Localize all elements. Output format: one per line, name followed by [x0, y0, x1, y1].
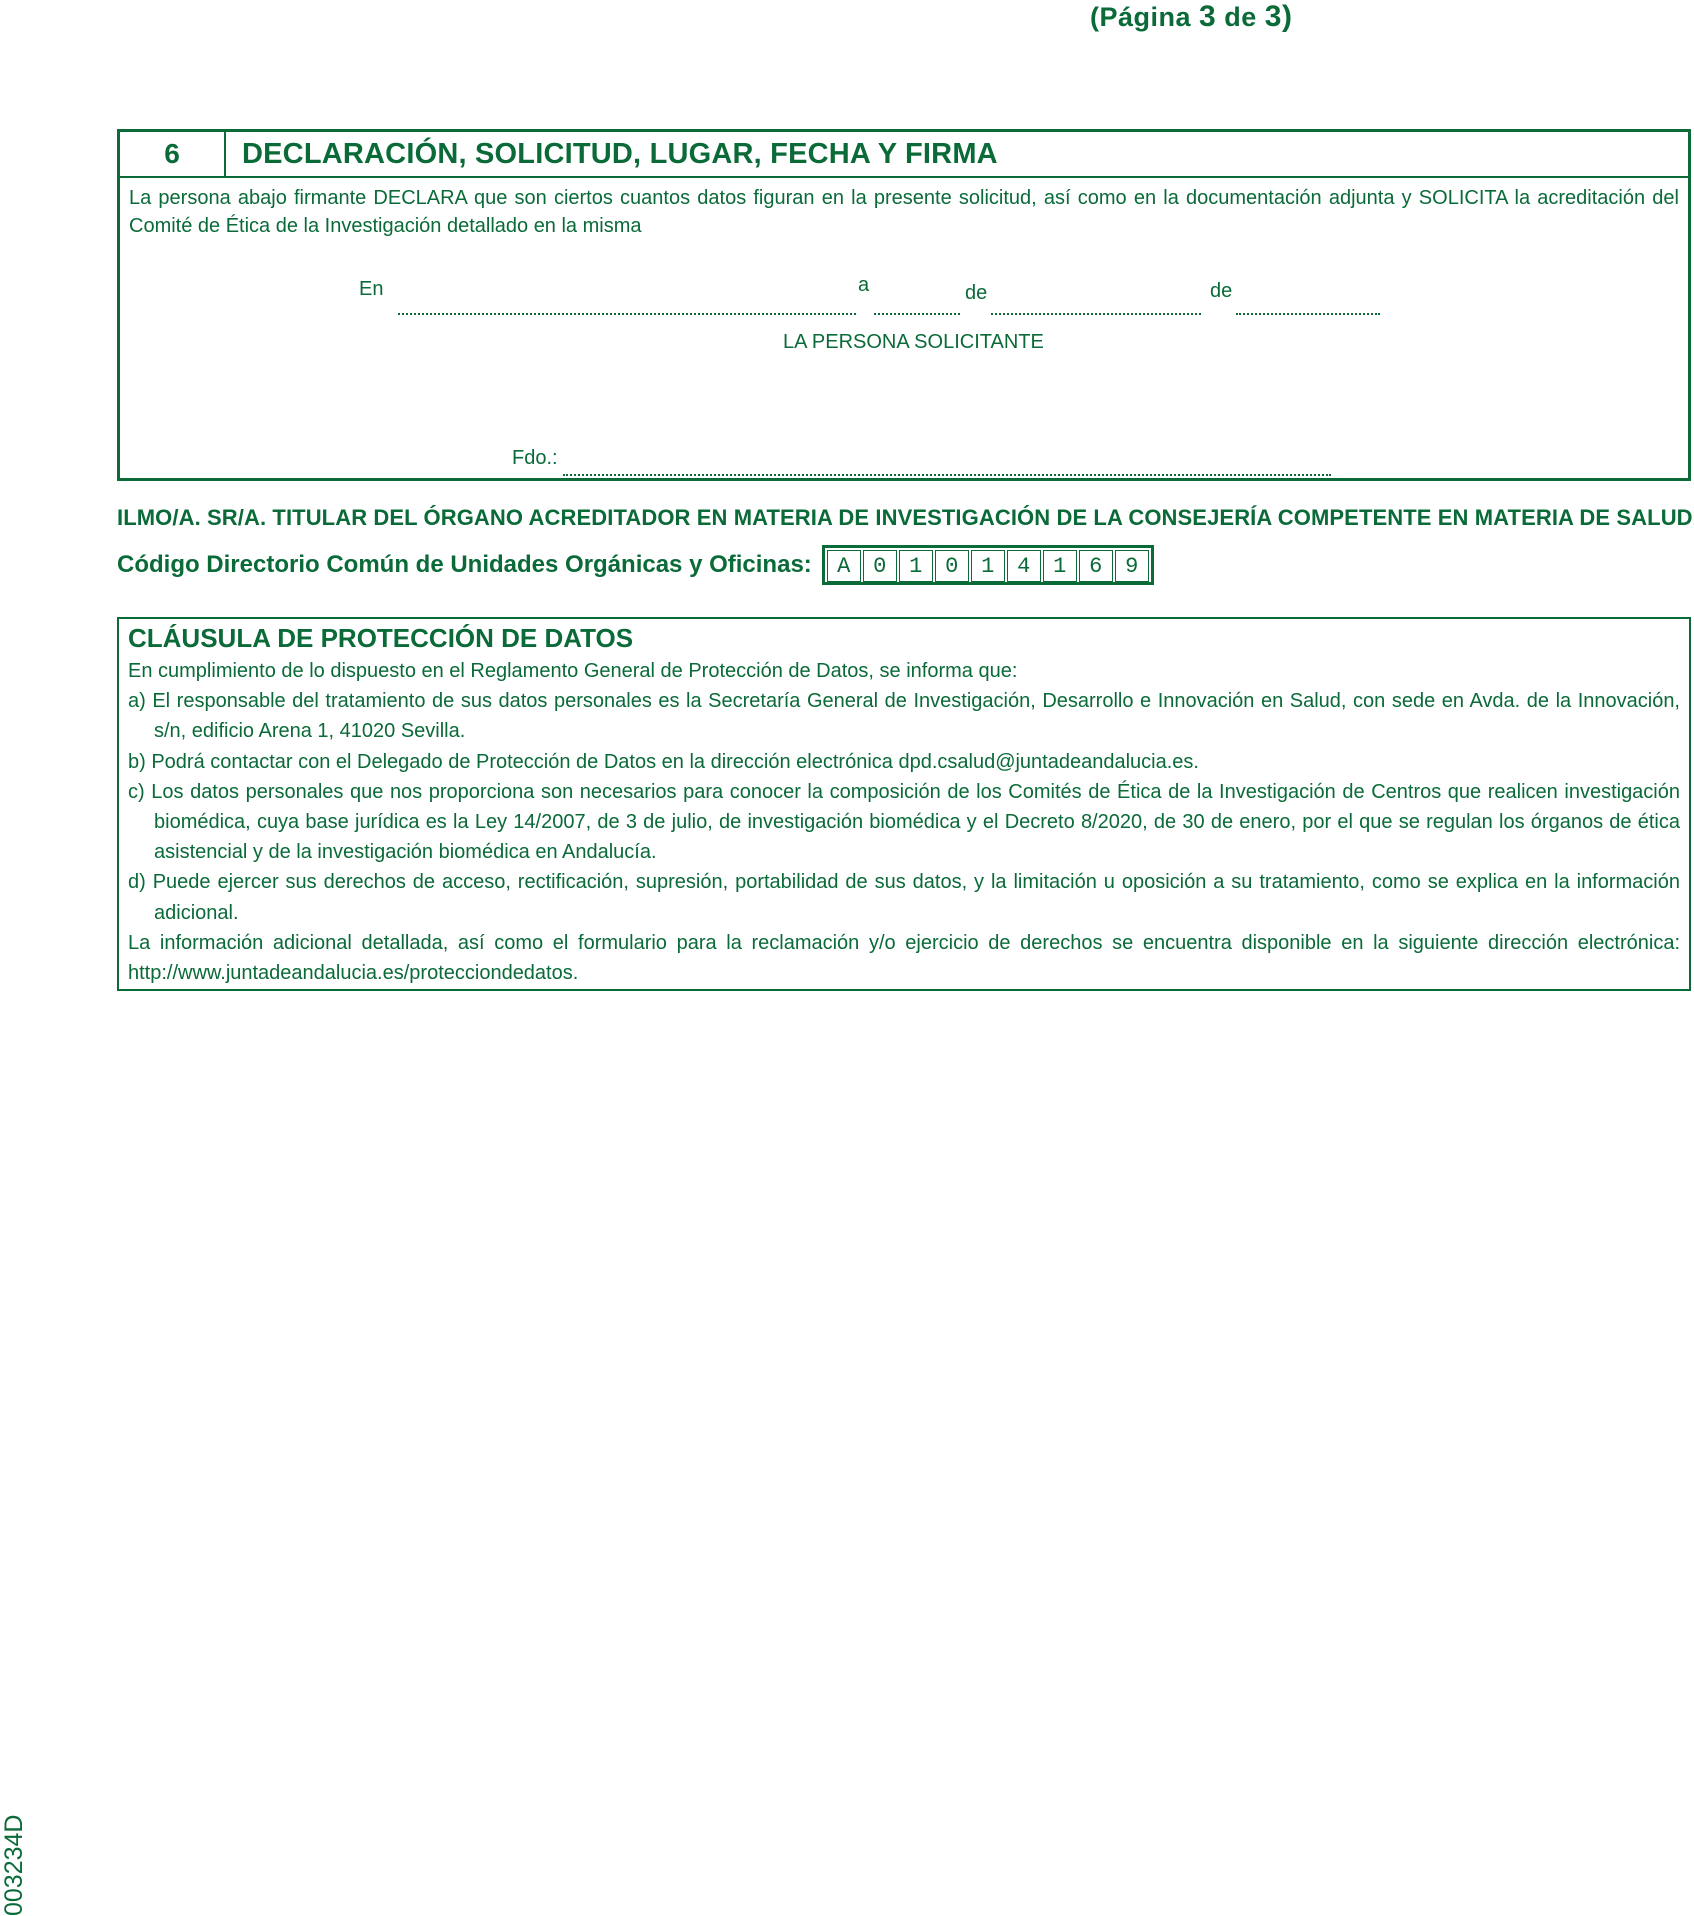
code-cell: 0: [863, 550, 897, 582]
dir3-row: [117, 545, 1154, 585]
section-number: 6: [120, 132, 226, 176]
data-protection-title: CLÁUSULA DE PROTECCIÓN DE DATOS: [128, 623, 634, 653]
de-label: de: [1224, 2, 1257, 32]
code-cell: 6: [1079, 550, 1113, 582]
place-field[interactable]: [398, 313, 856, 315]
data-protection-item-a: a) El responsable del tratamiento de sus datos personales es la Secretaría General de Investigación, Desarrollo e Innovación en Salud, con sede en Avda. de la Innovación, s/n, edificio Arena 1, 41020 Sevilla.: [128, 690, 1680, 743]
de-label-month: de: [965, 282, 988, 304]
page-number: 3: [1199, 0, 1217, 33]
data-protection-item-b: b) Podrá contactar con el Delegado de Protección de Datos en la dirección electrónica dpd.csalud@juntadeandalucia.es.: [128, 750, 1199, 773]
a-label: a: [858, 274, 870, 296]
dir3-code-box: [822, 545, 1154, 585]
data-protection-clause: [117, 617, 1691, 991]
en-label: En: [359, 278, 384, 300]
code-cell: 1: [1043, 550, 1077, 582]
code-cell: A: [827, 550, 861, 582]
document-code: 003234D: [0, 1814, 28, 1916]
section-title: DECLARACIÓN, SOLICITUD, LUGAR, FECHA Y FIRMA: [242, 137, 998, 170]
code-cell: 1: [899, 550, 933, 582]
year-field[interactable]: [1236, 313, 1380, 315]
data-protection-item-d: d) Puede ejercer sus derechos de acceso, rectificación, supresión, portabilidad de sus datos, y la limitación u oposición a su tratamiento, como se explica en la información adicional.: [128, 871, 1680, 924]
day-field[interactable]: [874, 313, 960, 315]
fdo-label: Fdo.:: [512, 447, 558, 469]
month-field[interactable]: [991, 313, 1201, 315]
data-protection-item-c: c) Los datos personales que nos proporciona son necesarios para conocer la composición de los Comités de Ética de la Investigación de Centros que realicen investigación biomédica, cuya base jurídica es la Ley 14/2007, de 3 de julio, de investigación biomédica y el Decreto 8/2020, de 30 de enero, por el que se regulan los órganos de ética asistencial y de la investigación biomédica en Andalucía.: [128, 780, 1680, 864]
page-indicator: [1090, 0, 1292, 34]
data-protection-closing: La información adicional detallada, así como el formulario para la reclamación y/o ejercicio de derechos se encuentra disponible en la siguiente dirección electrónica: http://www.juntadeandalucia.es/protecciondedatos.: [128, 931, 1680, 985]
declaration-text: La persona abajo firmante DECLARA que son ciertos cuantos datos figuran en la presente solicitud, así como en la documentación adjunta y SOLICITA la acreditación del Comité de Ética de la Investigación detallado en la misma: [129, 187, 1679, 237]
code-cell: 1: [971, 550, 1005, 582]
signer-label: LA PERSONA SOLICITANTE: [783, 331, 1044, 353]
code-cell: 9: [1115, 550, 1149, 582]
code-cell: 0: [935, 550, 969, 582]
pagina-label: (Página: [1090, 2, 1192, 32]
section-6-declaration: [117, 129, 1691, 481]
addressee: ILMO/A. SR/A. TITULAR DEL ÓRGANO ACREDITADOR EN MATERIA DE INVESTIGACIÓN DE LA CONSEJERÍA COMPETENTE EN MATERIA DE SALUD: [117, 505, 1693, 530]
section-6-header: [120, 132, 1688, 178]
code-cell: 4: [1007, 550, 1041, 582]
data-protection-intro: En cumplimiento de lo dispuesto en el Reglamento General de Protección de Datos, se informa que:: [128, 660, 1018, 682]
signature-name-field[interactable]: [563, 474, 1331, 476]
dir3-label: Código Directorio Común de Unidades Orgánicas y Oficinas:: [117, 551, 812, 578]
page-total: 3): [1264, 0, 1293, 33]
de-label-year: de: [1210, 280, 1233, 302]
